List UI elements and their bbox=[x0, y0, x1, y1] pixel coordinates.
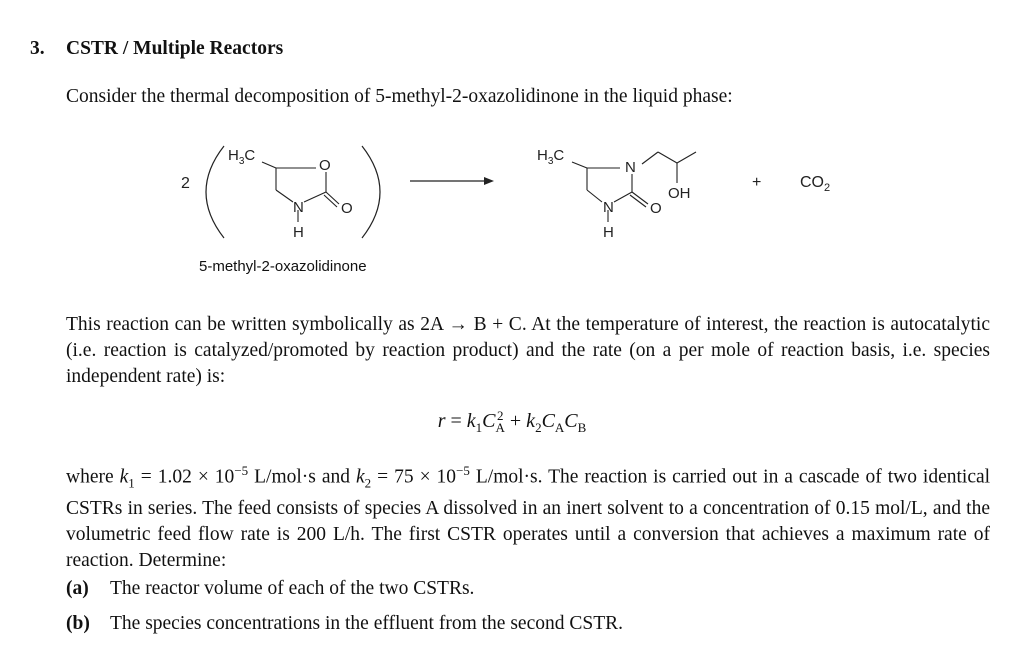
question-b-text: The species concentrations in the effluent from the second CSTR. bbox=[110, 613, 623, 634]
reactant-methyl-label bbox=[228, 147, 255, 167]
cb-symbol: C bbox=[564, 410, 578, 432]
question-a-text: The reactor volume of each of the two CSTRs. bbox=[110, 578, 475, 599]
rate-symbol: r bbox=[437, 410, 446, 432]
arrow-head bbox=[484, 177, 494, 185]
problem-title: CSTR / Multiple Reactors bbox=[66, 38, 284, 59]
k2-inline-subscript: 2 bbox=[364, 475, 372, 491]
k1-symbol: k bbox=[466, 410, 476, 432]
ca-superscript: 2 bbox=[496, 408, 504, 424]
plus-operator: + bbox=[509, 410, 522, 432]
k1-value: = 1.02 × 10 bbox=[140, 466, 235, 488]
product-nh-nitrogen: N bbox=[603, 199, 614, 216]
subscript-2: 2 bbox=[824, 182, 831, 194]
co2-label bbox=[800, 174, 830, 194]
c-atom: C bbox=[244, 147, 256, 164]
ca-subscript-2: A bbox=[554, 420, 565, 435]
carbonyl-oxygen: O bbox=[341, 200, 353, 217]
left-parenthesis bbox=[206, 146, 224, 238]
product-methyl-label bbox=[537, 147, 564, 167]
intro-text: Consider the thermal decomposition of 5-methyl-2-oxazolidinone in the liquid phase: bbox=[66, 86, 733, 107]
paragraph1-rest: . At the temperature of interest, the reaction is autocatalytic (i.e. reaction is catalyzed/promoted by reaction product) and the rate (on a per mole of reaction basis, i.e. species independent rate) is: bbox=[66, 314, 991, 387]
reaction-scheme bbox=[0, 130, 1024, 255]
ring-nitrogen: N bbox=[293, 199, 304, 216]
stoich-coefficient: 2 bbox=[181, 175, 190, 192]
k1-subscript: 1 bbox=[475, 420, 483, 435]
question-a-label: (a) bbox=[66, 578, 89, 599]
k2-symbol: k bbox=[526, 410, 536, 432]
product-carbonyl-oxygen: O bbox=[650, 200, 662, 217]
c-atom: C bbox=[553, 147, 565, 164]
question-b-label: (b) bbox=[66, 613, 90, 634]
rate-law-equation bbox=[0, 410, 1024, 436]
problem-details: L/mol·s. The reaction is carried out in a cascade of two identical CSTRs in series. The feed consists of species A dissolved in an inert solvent to a concentration of 0.15 mol/L, and the volumetric feed flow rate is 200 L/h. The first CSTR operates until a conversion that achieves a maximum rate of reaction. Determine: bbox=[66, 466, 991, 572]
product-nh-hydrogen: H bbox=[603, 224, 614, 241]
k2-exponent: −5 bbox=[456, 463, 470, 478]
problem-heading bbox=[30, 38, 283, 60]
h-atom: H bbox=[537, 147, 548, 164]
ring-oxygen: O bbox=[319, 157, 331, 174]
symbolic-reaction: 2A → B + C bbox=[420, 314, 522, 335]
k2-subscript: 2 bbox=[535, 420, 542, 435]
ca-subscript: A bbox=[495, 420, 505, 436]
reactant-name: 5-methyl-2-oxazolidinone bbox=[199, 258, 367, 275]
k1-unit: L/mol·s and bbox=[254, 466, 351, 488]
question-b bbox=[66, 613, 623, 635]
co-text: CO bbox=[800, 174, 824, 191]
k2-inline-symbol: k bbox=[356, 466, 365, 488]
plus-sign: + bbox=[752, 174, 762, 191]
hydroxyl-group: OH bbox=[668, 185, 691, 202]
k1-exponent: −5 bbox=[234, 463, 249, 478]
question-a bbox=[66, 578, 474, 600]
ca-symbol-2: C bbox=[541, 410, 555, 432]
paragraph-rate-description bbox=[66, 312, 990, 390]
paragraph1-lead: This reaction can be written symbolically as bbox=[66, 314, 415, 335]
where-word: where bbox=[66, 466, 114, 488]
h-atom: H bbox=[228, 147, 239, 164]
subscript-3: 3 bbox=[238, 156, 245, 167]
k1-inline-symbol: k bbox=[119, 466, 129, 488]
k1-inline-subscript: 1 bbox=[128, 475, 135, 491]
product-ring-nitrogen: N bbox=[625, 159, 636, 176]
subscript-3: 3 bbox=[547, 156, 554, 167]
k2-value: = 75 × 10 bbox=[377, 466, 457, 488]
paragraph-problem-statement bbox=[66, 458, 990, 574]
right-parenthesis bbox=[362, 146, 380, 238]
ca-scripts bbox=[496, 410, 505, 434]
equals-sign: = bbox=[450, 410, 462, 432]
ca-symbol: C bbox=[482, 410, 496, 432]
problem-number: 3. bbox=[30, 38, 45, 59]
cb-subscript: B bbox=[577, 420, 587, 435]
nitrogen-hydrogen: H bbox=[293, 224, 304, 241]
